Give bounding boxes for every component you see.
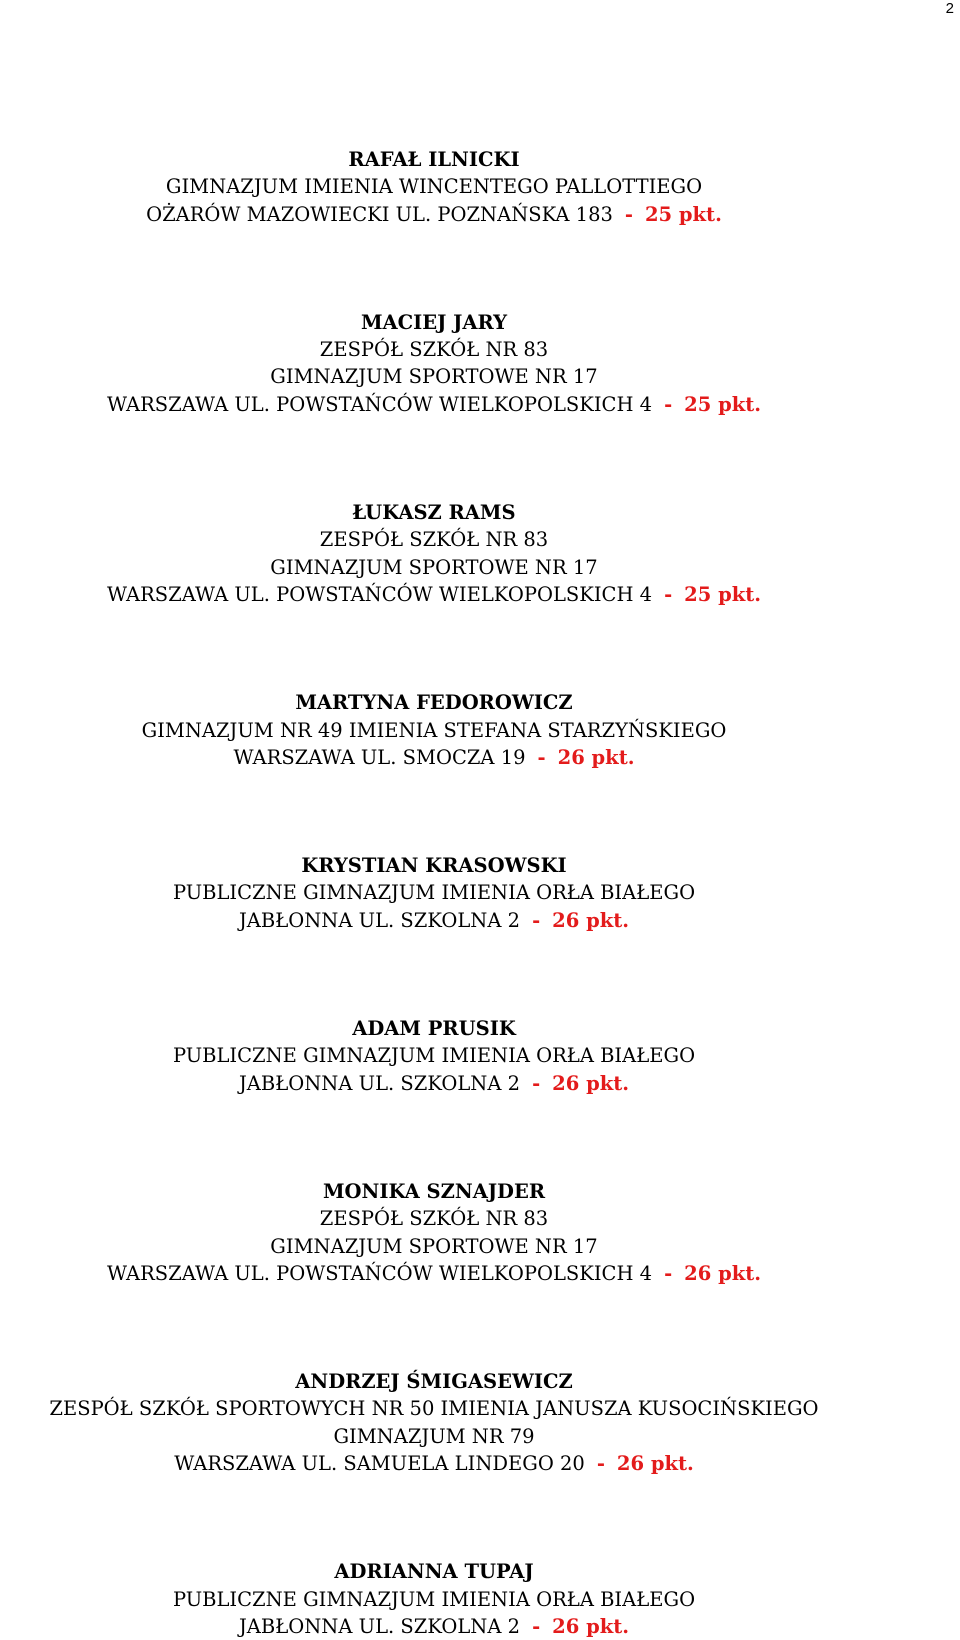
- address: WARSZAWA UL. POWSTAŃCÓW WIELKOPOLSKICH 4: [106, 1261, 653, 1285]
- school-line: ZESPÓŁ SZKÓŁ NR 83: [319, 1207, 549, 1231]
- participant-name: ŁUKASZ RAMS: [352, 501, 516, 525]
- separator: -: [664, 1261, 673, 1285]
- separator: -: [532, 1614, 541, 1638]
- separator: -: [532, 1071, 541, 1095]
- address-line: [0, 581, 868, 608]
- address-line: [0, 907, 868, 934]
- school-line: GIMNAZJUM SPORTOWE NR 17: [270, 555, 598, 579]
- points: 26 pkt.: [616, 1452, 694, 1476]
- separator: -: [596, 1452, 605, 1476]
- points: 26 pkt.: [684, 1261, 762, 1285]
- points: 26 pkt.: [552, 908, 630, 932]
- school-line: GIMNAZJUM NR 79: [333, 1424, 535, 1448]
- participant-name: ANDRZEJ ŚMIGASEWICZ: [295, 1370, 573, 1394]
- list-item: [0, 852, 868, 934]
- list-item: [0, 1368, 868, 1477]
- address-line: [0, 201, 868, 228]
- address-line: [0, 1260, 868, 1287]
- participant-name: MACIEJ JARY: [360, 310, 508, 334]
- participant-name: ADRIANNA TUPAJ: [334, 1560, 534, 1584]
- list-item: [0, 499, 868, 608]
- address-line: [0, 1070, 868, 1097]
- separator: -: [624, 202, 633, 226]
- points: 25 pkt.: [644, 202, 722, 226]
- school-line: ZESPÓŁ SZKÓŁ NR 83: [319, 528, 549, 552]
- participant-name: ADAM PRUSIK: [352, 1017, 516, 1041]
- school-line: GIMNAZJUM SPORTOWE NR 17: [270, 1234, 598, 1258]
- separator: -: [537, 745, 546, 769]
- school-line: GIMNAZJUM NR 49 IMIENIA STEFANA STARZYŃSKIEGO: [141, 718, 727, 742]
- separator: -: [664, 582, 673, 606]
- participant-name: RAFAŁ ILNICKI: [348, 148, 520, 171]
- school-line: GIMNAZJUM IMIENIA WINCENTEGO PALLOTTIEGO: [165, 175, 703, 199]
- address: JABŁONNA UL. SZKOLNA 2: [238, 1071, 521, 1095]
- separator: -: [532, 908, 541, 932]
- school-line: ZESPÓŁ SZKÓŁ SPORTOWYCH NR 50 IMIENIA JANUSZA KUSOCIŃSKIEGO: [49, 1397, 819, 1421]
- list-item: [0, 689, 868, 771]
- points: 26 pkt.: [557, 745, 635, 769]
- list-item: [0, 1015, 868, 1097]
- address: WARSZAWA UL. SMOCZA 19: [233, 745, 526, 769]
- participant-name: MARTYNA FEDOROWICZ: [295, 691, 573, 715]
- participant-name: KRYSTIAN KRASOWSKI: [301, 854, 567, 878]
- address: JABŁONNA UL. SZKOLNA 2: [238, 908, 521, 932]
- participant-name: MONIKA SZNAJDER: [322, 1179, 546, 1203]
- school-line: ZESPÓŁ SZKÓŁ NR 83: [319, 338, 549, 362]
- address: WARSZAWA UL. POWSTAŃCÓW WIELKOPOLSKICH 4: [106, 582, 653, 606]
- school-line: PUBLICZNE GIMNAZJUM IMIENIA ORŁA BIAŁEGO: [172, 881, 696, 905]
- address-line: [0, 391, 868, 418]
- list-item: [0, 309, 868, 418]
- page-number: 2: [945, 0, 954, 17]
- results-list: [0, 146, 868, 1640]
- school-line: PUBLICZNE GIMNAZJUM IMIENIA ORŁA BIAŁEGO: [172, 1044, 696, 1068]
- school-line: GIMNAZJUM SPORTOWE NR 17: [270, 365, 598, 389]
- list-item: [0, 146, 868, 228]
- address: JABŁONNA UL. SZKOLNA 2: [238, 1614, 521, 1638]
- points: 25 pkt.: [684, 582, 762, 606]
- address-line: [0, 1613, 868, 1640]
- address-line: [0, 1450, 868, 1477]
- points: 25 pkt.: [684, 392, 762, 416]
- list-item: [0, 1178, 868, 1287]
- points: 26 pkt.: [552, 1614, 630, 1638]
- address: OŻARÓW MAZOWIECKI UL. POZNAŃSKA 183: [146, 202, 613, 226]
- address: WARSZAWA UL. POWSTAŃCÓW WIELKOPOLSKICH 4: [106, 392, 653, 416]
- list-item: [0, 1558, 868, 1640]
- separator: -: [664, 392, 673, 416]
- address-line: [0, 744, 868, 771]
- points: 26 pkt.: [552, 1071, 630, 1095]
- address: WARSZAWA UL. SAMUELA LINDEGO 20: [174, 1452, 585, 1476]
- school-line: PUBLICZNE GIMNAZJUM IMIENIA ORŁA BIAŁEGO: [172, 1587, 696, 1611]
